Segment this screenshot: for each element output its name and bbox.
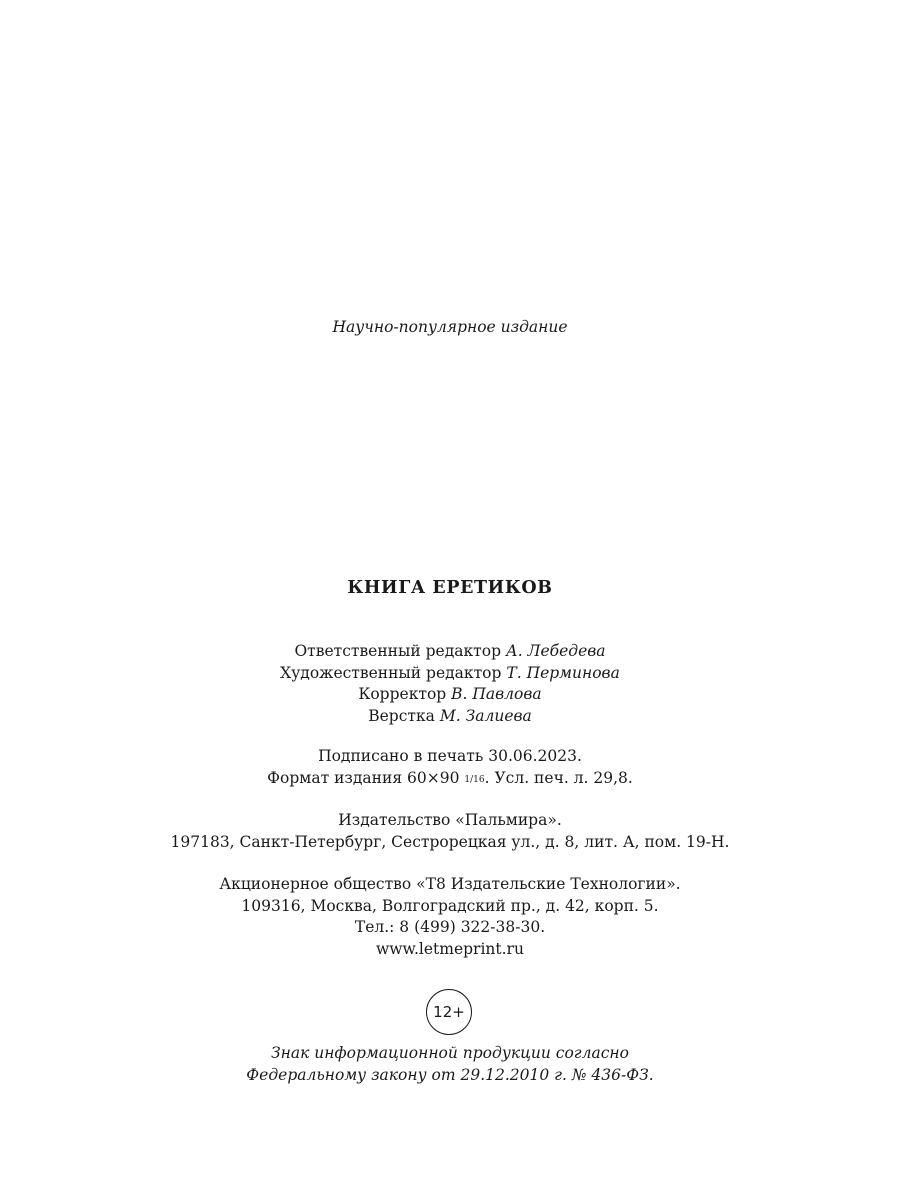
legal-note-line-1: Знак информационной продукции согласно <box>271 1044 629 1062</box>
credit-line <box>0 641 900 663</box>
credit-line <box>0 706 900 728</box>
publisher-name: Издательство «Пальмира». <box>338 811 562 829</box>
book-title: КНИГА ЕРЕТИКОВ <box>347 578 553 598</box>
printer-phone: Тел.: 8 (499) 322-38-30. <box>354 918 546 936</box>
signed-to-print: Подписано в печать 30.06.2023. <box>318 747 582 765</box>
age-rating-label: 12+ <box>433 1003 465 1021</box>
credit-line <box>0 663 900 685</box>
printer-name: Акционерное общество «Т8 Издательские Технологии». <box>219 875 681 893</box>
age-rating-badge <box>426 989 472 1035</box>
format-prefix: Формат издания 60×90 <box>267 768 460 787</box>
credit-role: Ответственный редактор <box>294 642 502 660</box>
credit-role: Верстка <box>368 706 435 725</box>
credit-role: Художественный редактор <box>280 663 502 682</box>
legal-note-line-2: Федеральному закону от 29.12.2010 г. № 436-ФЗ. <box>246 1065 654 1084</box>
credits-block <box>0 641 900 727</box>
legal-note <box>0 1043 900 1086</box>
credit-name: Т. Перминова <box>506 663 620 682</box>
printer-block <box>0 874 900 960</box>
credit-line <box>0 684 900 706</box>
credit-name: М. Залиева <box>439 706 532 725</box>
edition-type: Научно-популярное издание <box>332 318 568 336</box>
publisher-block <box>0 810 900 853</box>
printer-website: www.letmeprint.ru <box>376 939 524 958</box>
print-info-block <box>0 746 900 791</box>
credit-name: В. Павлова <box>451 685 542 703</box>
publisher-address: 197183, Санкт-Петербург, Сестрорецкая ул., д. 8, лит. А, пом. 19-Н. <box>170 832 730 851</box>
format-suffix: . Усл. печ. л. 29,8. <box>484 768 633 787</box>
format-line <box>0 768 900 792</box>
credit-name: А. Лебедева <box>505 642 606 660</box>
printer-address: 109316, Москва, Волгоградский пр., д. 42, корп. 5. <box>241 896 659 915</box>
credit-role: Корректор <box>358 685 447 703</box>
format-fraction: 1/16 <box>464 774 485 785</box>
